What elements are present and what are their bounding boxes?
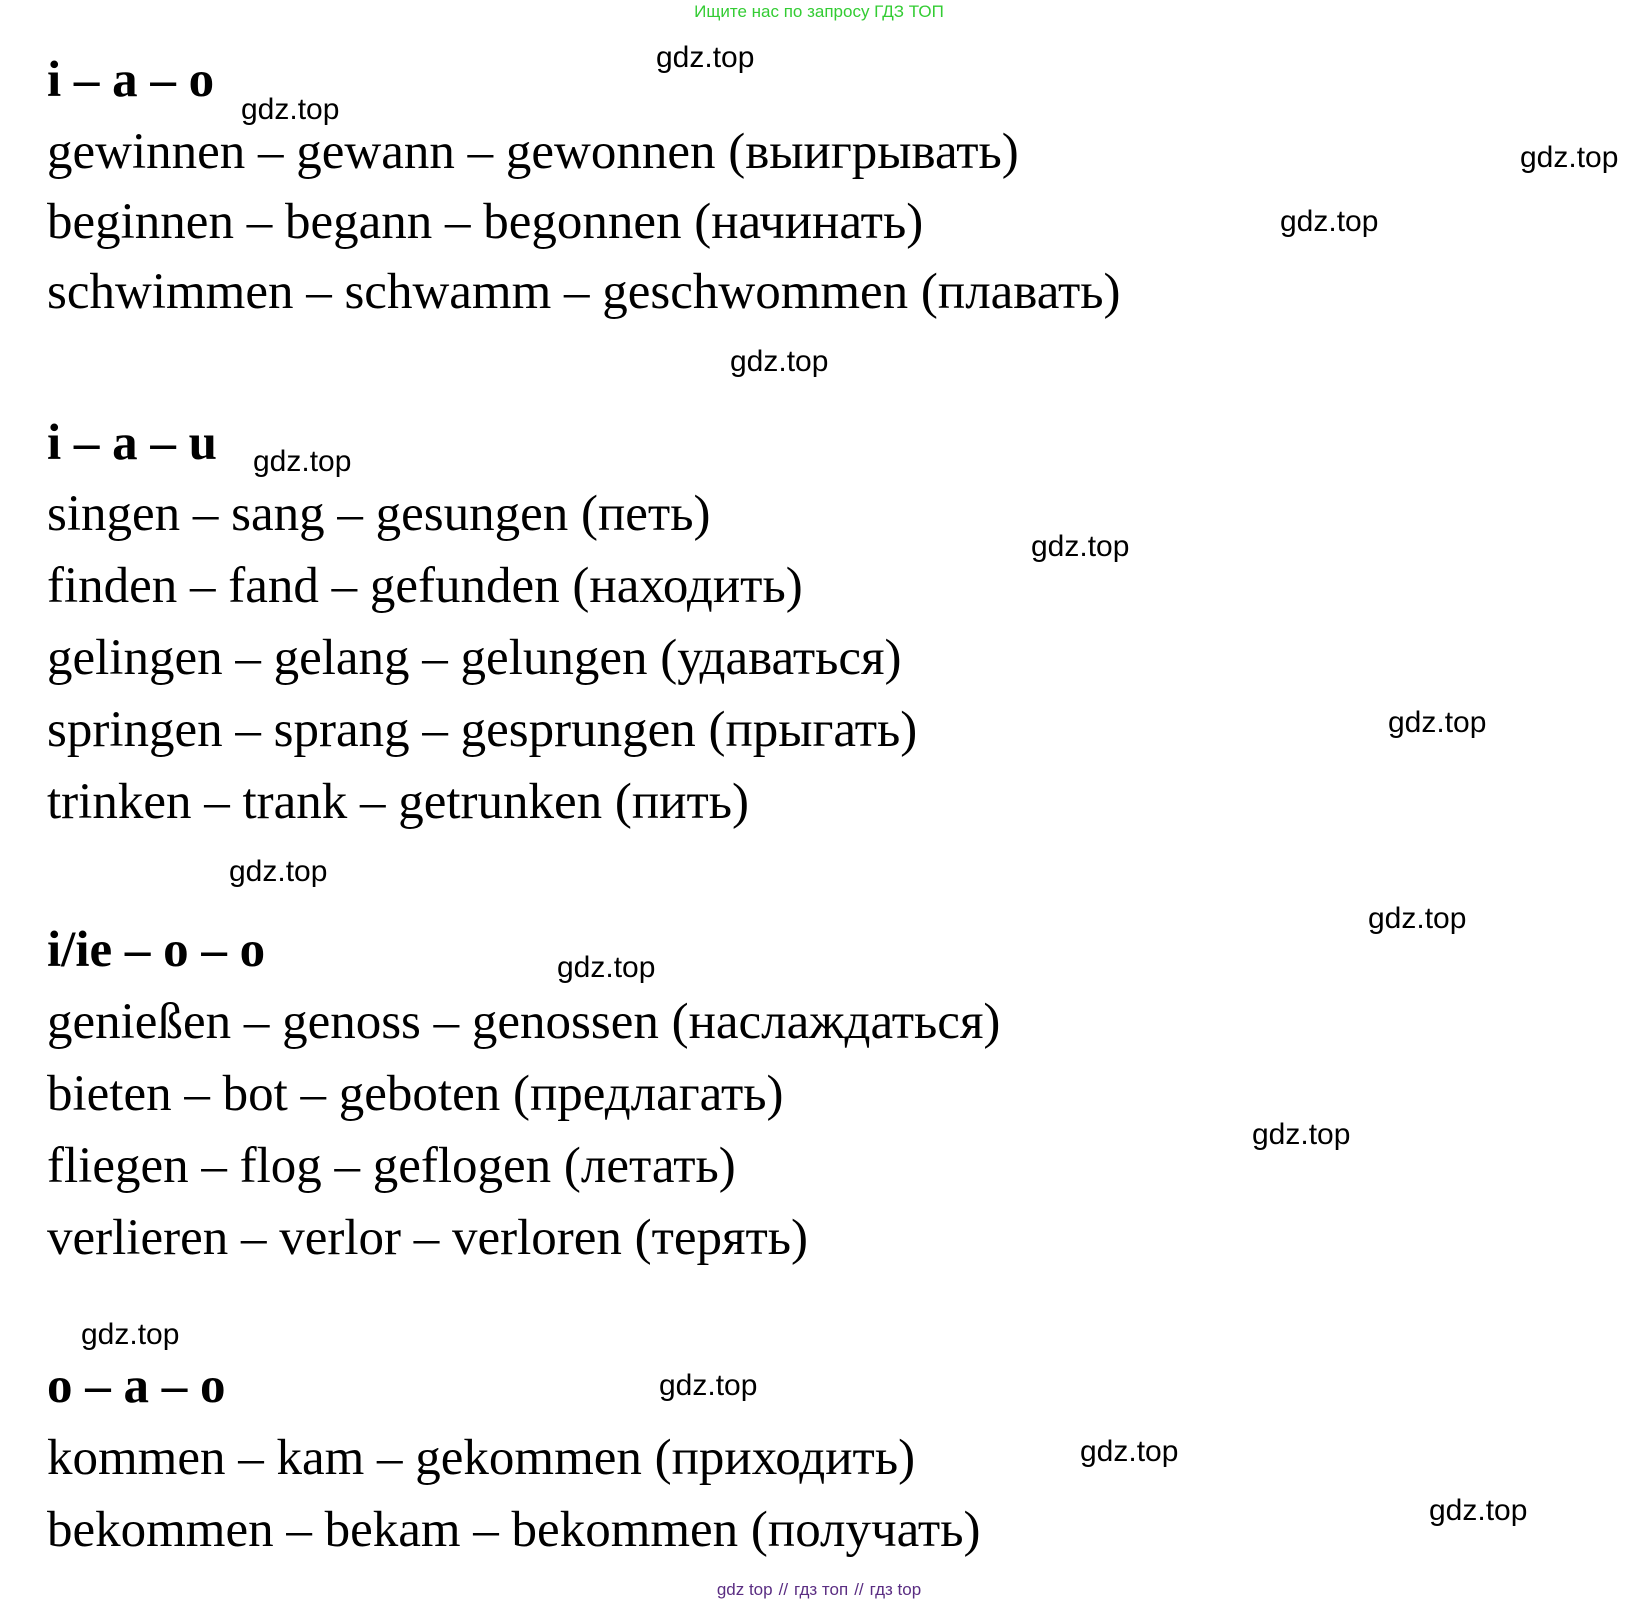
watermark: gdz.top [241,93,340,126]
section-heading-i-a-o: i – a – o [47,52,215,108]
watermark: gdz.top [1520,141,1619,174]
search-banner: Ищите нас по запросу ГДЗ ТОП [694,2,944,21]
watermark: gdz.top [1031,530,1130,563]
verb-line: bekommen – bekam – bekommen (получать) [47,1502,981,1558]
verb-line: bieten – bot – geboten (предлагать) [47,1066,784,1122]
footer-text-2: гдз топ [794,1580,849,1599]
watermark: gdz.top [1388,706,1487,739]
verb-line: kommen – kam – gekommen (приходить) [47,1430,916,1486]
verb-line: gewinnen – gewann – gewonnen (выигрывать) [47,124,1019,180]
section-heading-o-a-o: o – a – o [47,1358,226,1414]
watermark: gdz.top [557,951,656,984]
verb-line: beginnen – begann – begonnen (начинать) [47,194,924,250]
watermark: gdz.top [659,1369,758,1402]
watermark: gdz.top [1280,205,1379,238]
verb-line: genießen – genoss – genossen (наслаждаться) [47,994,1001,1050]
section-heading-i-a-u: i – a – u [47,415,218,471]
watermark: gdz.top [1429,1494,1528,1527]
section-heading-i-ie-o-o: i/ie – o – o [47,922,266,978]
footer-separator: // [854,1580,864,1599]
watermark: gdz.top [1368,902,1467,935]
watermark: gdz.top [1252,1118,1351,1151]
watermark: gdz.top [253,445,352,478]
watermark: gdz.top [1080,1435,1179,1468]
watermark: gdz.top [730,345,829,378]
verb-line: verlieren – verlor – verloren (терять) [47,1210,809,1266]
verb-line: singen – sang – gesungen (петь) [47,486,711,542]
footer-text-3: гдз top [869,1580,922,1599]
verb-line: springen – sprang – gesprungen (прыгать) [47,702,918,758]
footer-links [0,1580,1638,1600]
verb-line: trinken – trank – getrunken (пить) [47,774,750,830]
verb-line: schwimmen – schwamm – geschwommen (плавать) [47,264,1121,320]
footer-text-1: gdz top [716,1580,773,1599]
watermark: gdz.top [81,1318,180,1351]
verb-line: gelingen – gelang – gelungen (удаваться) [47,630,902,686]
watermark: gdz.top [656,41,755,74]
footer-separator: // [778,1580,789,1599]
watermark: gdz.top [229,855,328,888]
verb-line: fliegen – flog – geflogen (летать) [47,1138,736,1194]
verb-line: finden – fand – gefunden (находить) [47,558,803,614]
